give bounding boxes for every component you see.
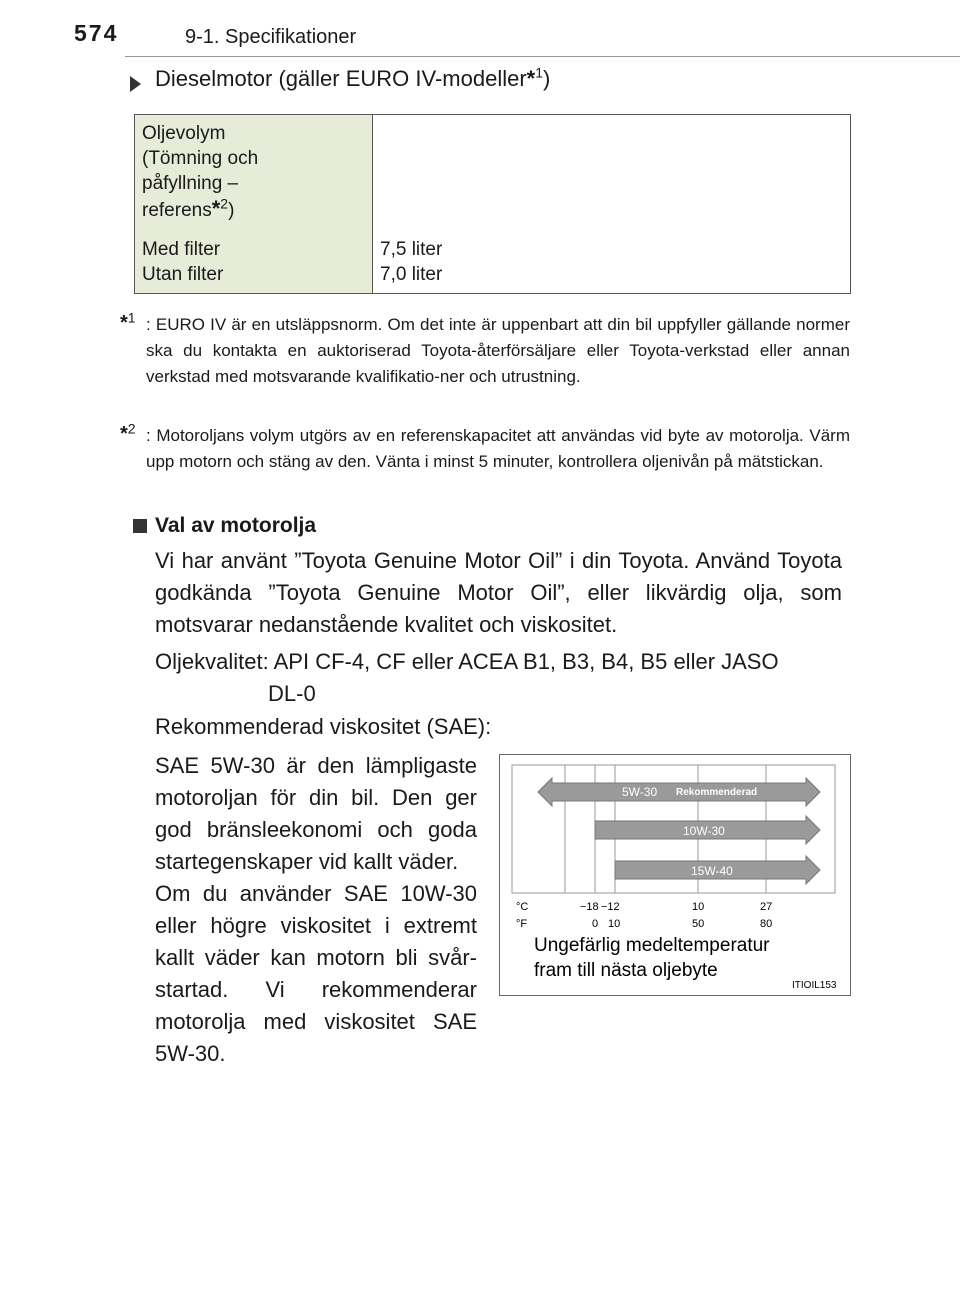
section-header: 9-1. Specifikationer [185, 26, 357, 48]
row-label: Med filter [142, 239, 221, 260]
row-value: 7,0 liter [380, 264, 443, 285]
footnote-1: *$^1$ : EURO IV är en utsläppsnorm. Om det inte är uppenbart att din bil uppfyller gällande normer ska du kontakta en auktoriserad Toyota-återförsäljare eller Toyota-verkstad eller annan verkstad med motsvarande kvalifikatio-ner och utrustning. [120, 309, 850, 386]
oil-quality: Oljekvalitet: API CF-4, CF eller ACEA B1, B3, B4, B5 eller JASO [155, 649, 779, 674]
header-divider [125, 56, 960, 57]
tick-f: 0 [592, 918, 599, 930]
tick-f: 80 [760, 918, 773, 930]
section-title: Dieselmotor (gäller EURO IV-modeller*$^1$) [155, 64, 551, 91]
recommended-label: Rekommenderad [676, 787, 758, 798]
tick-c: 10 [692, 901, 705, 913]
tick-c: −12 [601, 901, 620, 913]
band-label: 10W-30 [683, 824, 725, 838]
row-value: 7,5 liter [380, 239, 443, 260]
viscosity-label: Rekommenderad viskositet (SAE): [155, 714, 492, 739]
subsection-title: Val av motorolja [133, 514, 316, 538]
viscosity-chart [499, 754, 851, 996]
unit-fahrenheit: °F [516, 918, 528, 930]
chart-caption: fram till nästa oljebyte [534, 960, 718, 981]
oil-volume-table [134, 114, 851, 294]
tick-c: 27 [760, 901, 773, 913]
viscosity-paragraph-2: Om du använder SAE 10W-30 eller högre viskositet i extremt kallt väder kan motorn bli svår-startad. Vi rekommenderar motorolja med viskositet SAE 5W-30. [155, 881, 477, 1066]
oil-quality-cont: DL-0 [268, 681, 316, 706]
band-label: 5W-30 [622, 785, 658, 799]
viscosity-paragraph-1: SAE 5W-30 är den lämpligaste motoroljan för din bil. Den ger god bränsleekonomi och goda startegenskaper vid kallt väder. [155, 753, 477, 874]
footnote-2: *$^2$ : Motoroljans volym utgörs av en referenskapacitet att användas vid byte av motorolja. Värm upp motorn och stäng av den. Vänta i minst 5 minuter, kontrollera oljenivån på mätstickan. [120, 420, 850, 471]
viscosity-chart-svg [500, 755, 850, 995]
unit-celsius: °C [516, 901, 529, 913]
tick-f: 10 [608, 918, 621, 930]
tick-c: −18 [580, 901, 599, 913]
oil-intro-paragraph: Vi har använt ”Toyota Genuine Motor Oil” i din Toyota. Använd Toyota godkända ”Toyota Genuine Motor Oil”, eller likvärdig olja, som motsvarar nedanstående kvalitet och viskositet. [155, 548, 842, 637]
table-label-cell: Oljevolym (Tömning och påfyllning – referens*$^2$) Med filter Utan filter [135, 115, 373, 294]
chart-caption: Ungefärlig medeltemperatur [534, 935, 770, 956]
square-bullet-icon [133, 519, 147, 533]
figure-code: ITIOIL153 [792, 980, 837, 991]
tick-f: 50 [692, 918, 705, 930]
page-number: 574 [74, 20, 119, 46]
row-label: Utan filter [142, 264, 224, 285]
band-label: 15W-40 [691, 864, 733, 878]
triangle-bullet-icon [130, 76, 141, 92]
table-value-cell [373, 115, 851, 294]
